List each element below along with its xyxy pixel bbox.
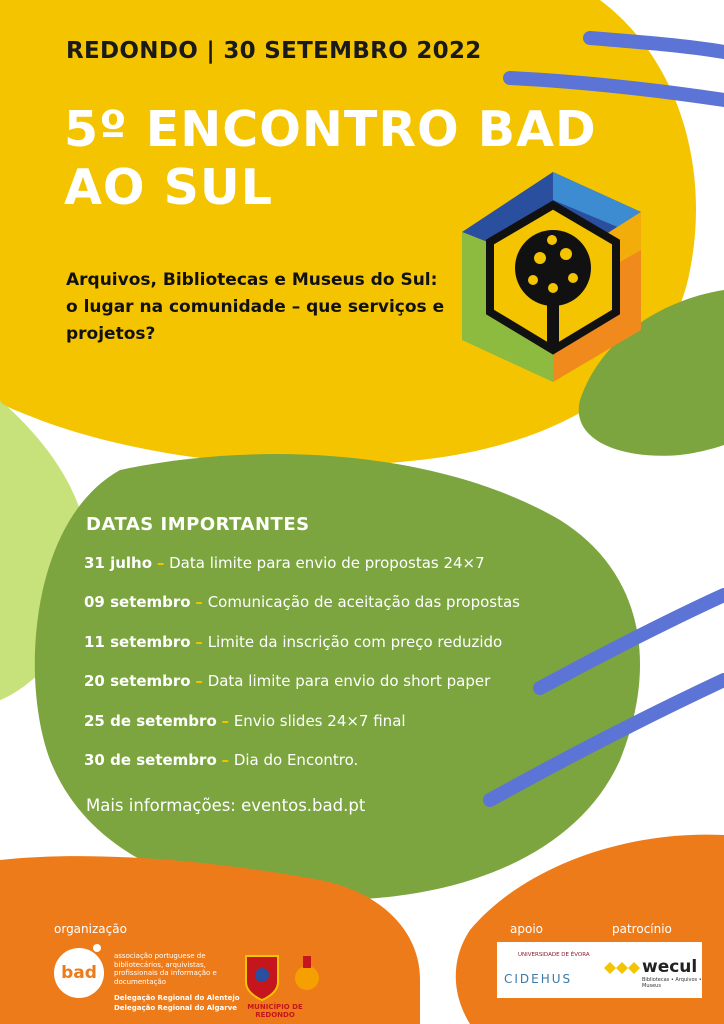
date-label: 30 de setembro xyxy=(84,750,217,769)
title-line-1: 5º ENCONTRO BAD xyxy=(64,101,597,158)
event-date-location: REDONDO | 30 SETEMBRO 2022 xyxy=(66,38,482,64)
date-text: Limite da inscrição com preço reduzido xyxy=(207,632,503,651)
date-item: 11 setembro – Limite da inscrição com preço reduzido xyxy=(84,632,503,651)
organizacao-label: organização xyxy=(54,922,127,936)
important-dates-list xyxy=(84,554,520,790)
date-label: 20 setembro xyxy=(84,672,191,691)
date-item: 30 de setembro – Dia do Encontro. xyxy=(84,750,359,769)
delegacao-alentejo: Delegação Regional do Alentejo xyxy=(114,994,240,1002)
patrocinio-label: patrocínio xyxy=(612,922,672,936)
apoio-label: apoio xyxy=(510,922,543,936)
bad-description: associação portuguese de bibliotecários, arquivistas, profissionais da informação e documentação xyxy=(114,952,217,986)
wecul-logo-icon xyxy=(604,958,640,978)
title-line-2: AO SUL xyxy=(64,159,273,216)
date-text: Comunicação de aceitação das propostas xyxy=(207,593,520,612)
date-label: 09 setembro xyxy=(84,593,191,612)
date-label: 11 setembro xyxy=(84,632,191,651)
date-item: 09 setembro – Comunicação de aceitação das propostas xyxy=(84,593,520,612)
event-title xyxy=(64,101,624,217)
date-item: 31 julho – Data limite para envio de propostas 24×7 xyxy=(84,554,485,572)
date-label: 25 de setembro xyxy=(84,711,217,730)
municipio-redondo-label: MUNICÍPIO DE REDONDO xyxy=(247,1003,303,1019)
bad-logo: bad xyxy=(54,948,104,998)
cidehus-logo: CIDEHUS xyxy=(504,972,573,986)
more-info-link[interactable]: Mais informações: eventos.bad.pt xyxy=(86,796,366,815)
date-label: 31 julho xyxy=(84,554,153,572)
date-text: Data limite para envio de propostas 24×7 xyxy=(169,554,485,572)
bad-logo-dot xyxy=(93,944,101,952)
date-text: Dia do Encontro. xyxy=(233,750,359,769)
date-item: 20 setembro – Data limite para envio do short paper xyxy=(84,672,491,691)
date-item: 25 de setembro – Envio slides 24×7 final xyxy=(84,711,406,730)
event-subtitle: Arquivos, Bibliotecas e Museus do Sul: o lugar na comunidade – que serviços e projetos? xyxy=(66,270,445,344)
important-dates-heading: DATAS IMPORTANTES xyxy=(86,514,310,535)
universidade-evora-label: UNIVERSIDADE DE ÉVORA xyxy=(518,952,590,958)
date-text: Envio slides 24×7 final xyxy=(233,711,406,730)
wecul-logo: wecul xyxy=(642,957,698,977)
date-text: Data limite para envio do short paper xyxy=(207,672,491,691)
wecul-subtitle: Bibliotecas • Arquivos • Museus xyxy=(642,977,702,989)
delegacao-algarve: Delegação Regional do Algarve xyxy=(114,1004,238,1012)
